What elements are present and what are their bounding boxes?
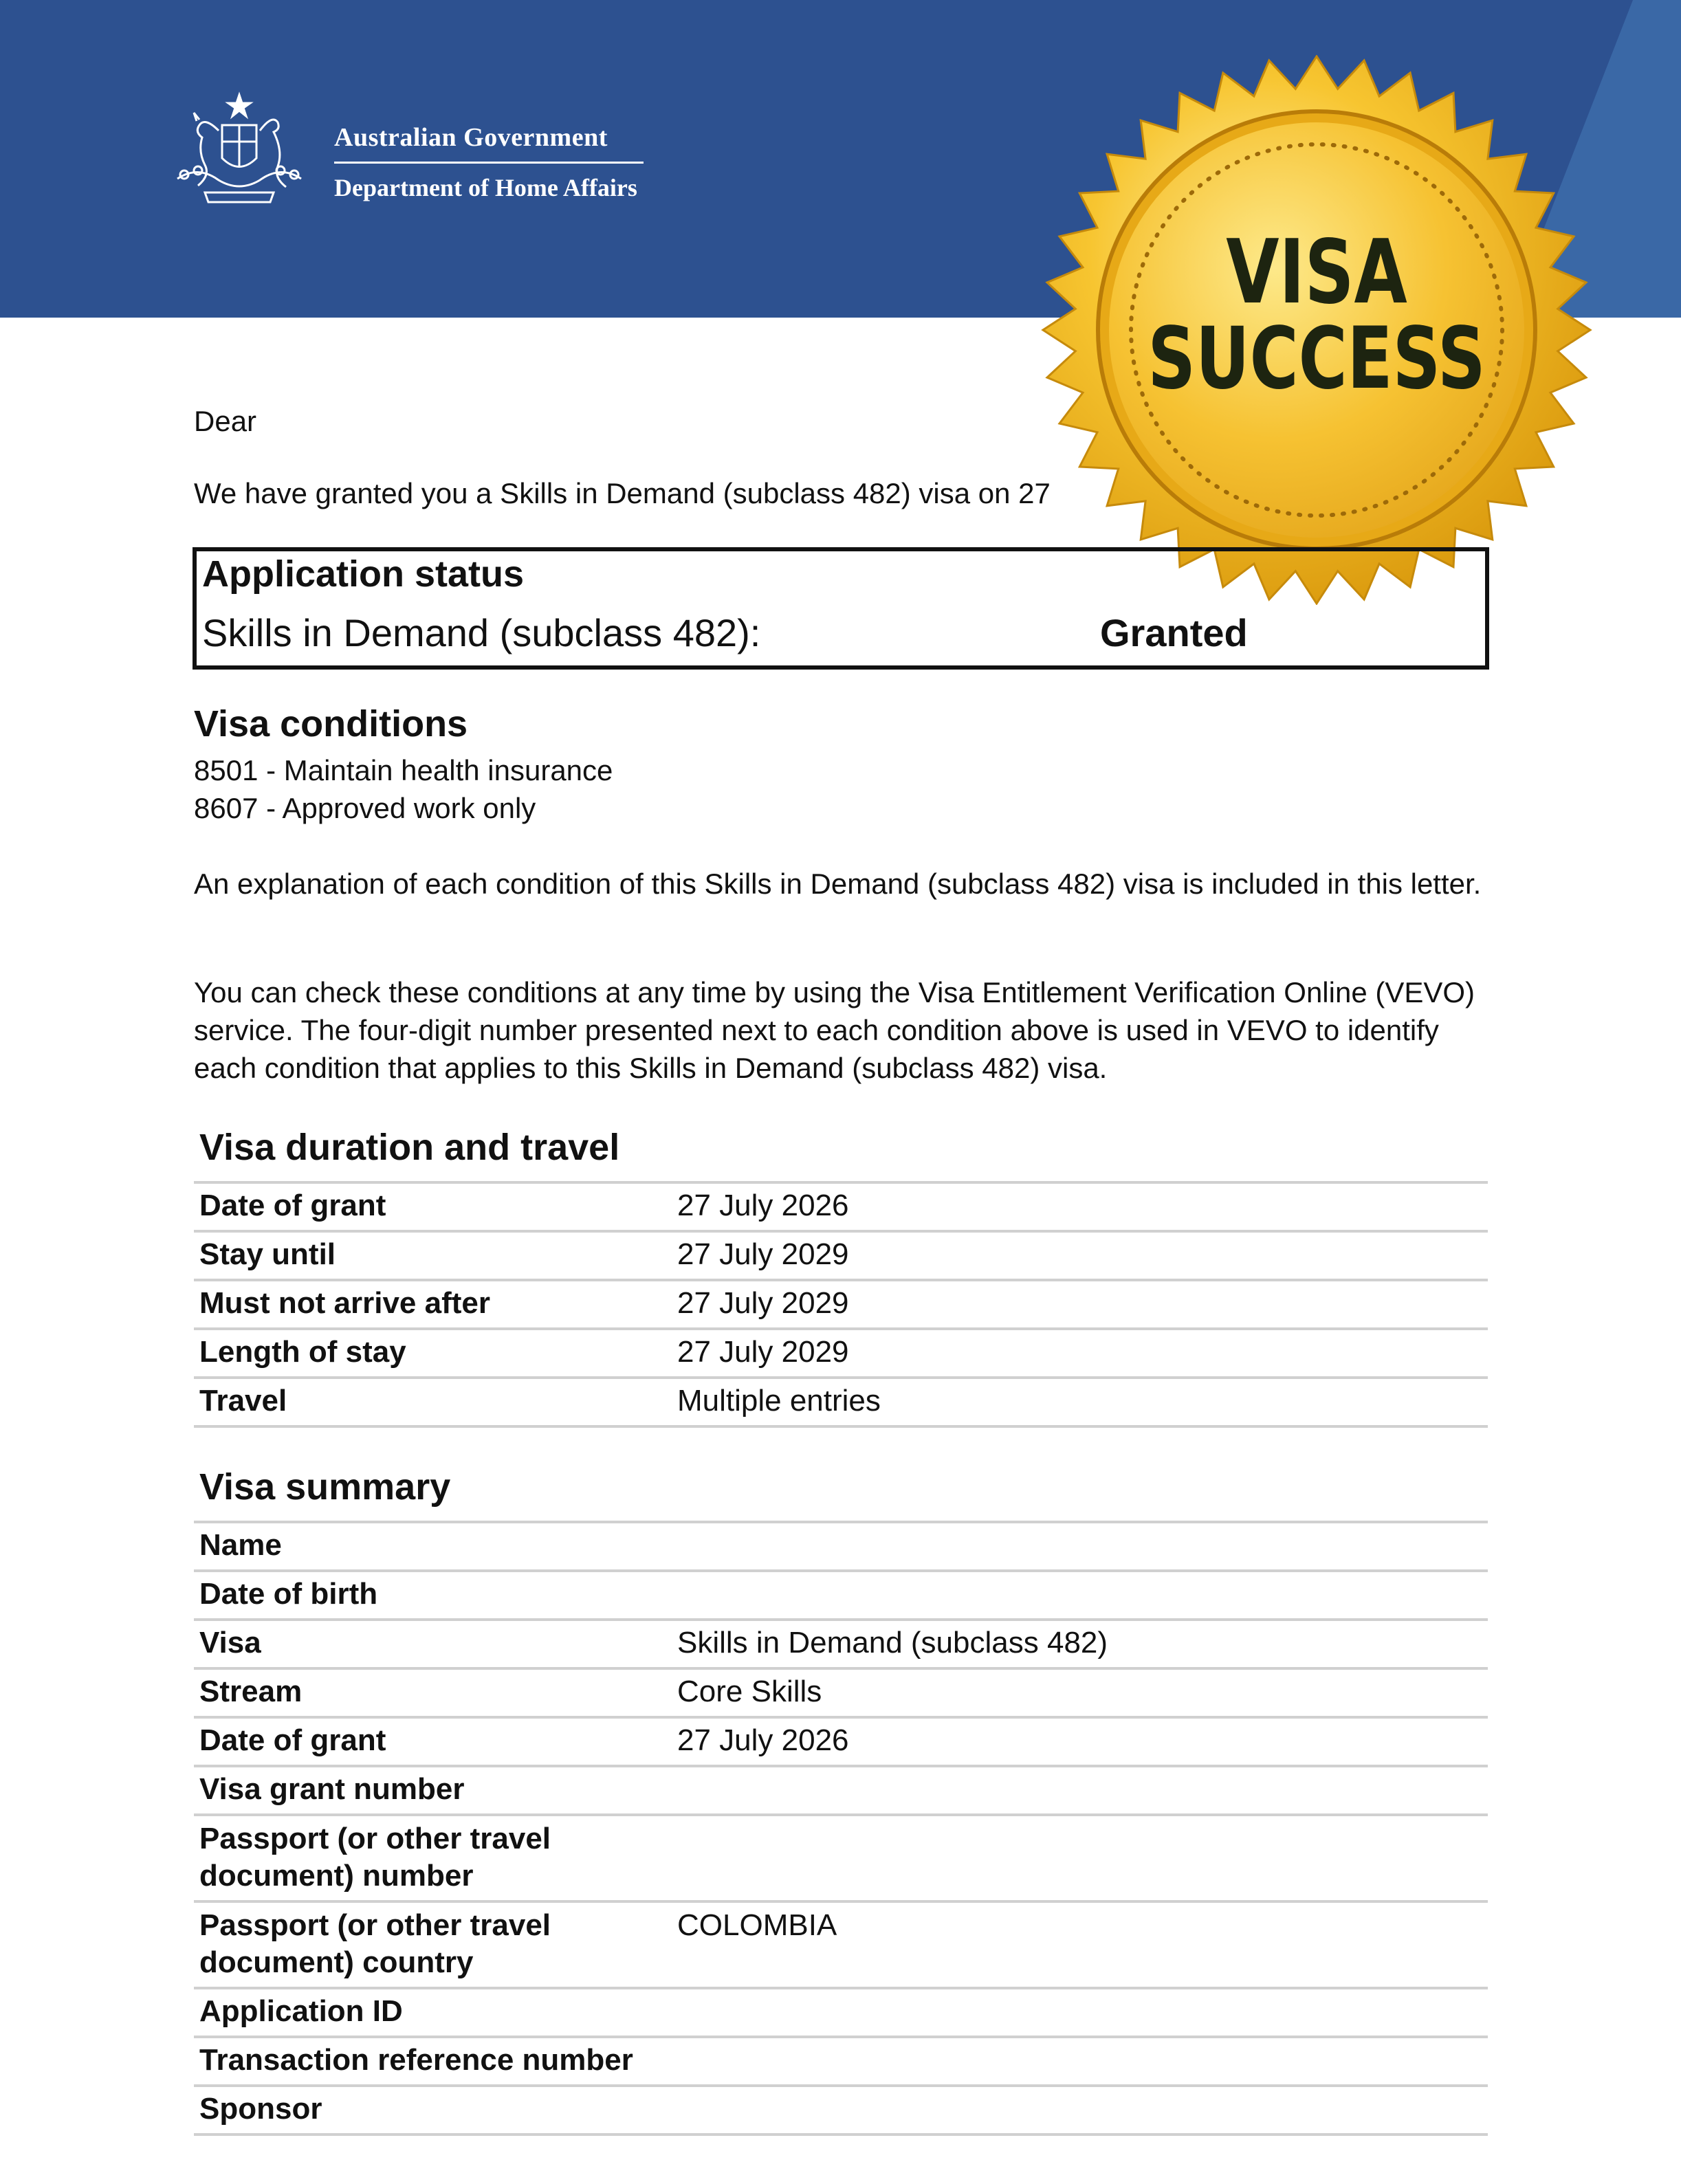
visa-duration-table <box>194 1181 1488 1428</box>
table-row <box>194 1719 1488 1767</box>
table-row <box>194 1670 1488 1719</box>
row-value: Multiple entries <box>677 1384 881 1418</box>
seal-line-success: SUCCESS <box>1147 309 1486 408</box>
grant-sentence: We have granted you a Skills in Demand (subclass 482) visa on 27 <box>194 477 1051 509</box>
table-row <box>194 1523 1488 1572</box>
table-row <box>194 2038 1488 2087</box>
row-label: Length of stay <box>199 1335 406 1369</box>
department-name: Department of Home Affairs <box>334 174 637 201</box>
row-label: Passport (or other travel document) number <box>199 1822 551 1893</box>
row-value: COLOMBIA <box>677 1908 837 1942</box>
seal-line-visa: VISA <box>1226 221 1407 324</box>
application-status-label: Skills in Demand (subclass 482): <box>202 611 761 654</box>
row-label: Visa grant number <box>199 1772 465 1806</box>
table-row <box>194 1379 1488 1428</box>
row-label: Date of grant <box>199 1723 386 1757</box>
row-label: Passport (or other travel document) country <box>199 1908 551 1979</box>
salutation: Dear <box>194 405 257 437</box>
row-label: Sponsor <box>199 2092 322 2126</box>
row-label: Visa <box>199 1626 261 1659</box>
table-row <box>194 2087 1488 2136</box>
row-label: Name <box>199 1528 282 1562</box>
condition-item: 8607 - Approved work only <box>194 792 536 824</box>
row-value: 27 July 2029 <box>677 1286 849 1320</box>
table-row <box>194 1621 1488 1670</box>
table-row <box>194 1989 1488 2038</box>
row-label: Date of grant <box>199 1189 386 1222</box>
condition-item: 8501 - Maintain health insurance <box>194 754 613 786</box>
row-value: 27 July 2029 <box>677 1237 849 1271</box>
header-divider <box>334 162 644 164</box>
visa-conditions-heading: Visa conditions <box>194 703 468 744</box>
row-label: Stream <box>199 1675 303 1708</box>
row-value: Core Skills <box>677 1675 822 1708</box>
application-status-value: Granted <box>1100 611 1248 654</box>
row-label: Stay until <box>199 1237 336 1271</box>
row-value: Skills in Demand (subclass 482) <box>677 1626 1108 1659</box>
vevo-paragraph: You can check these conditions at any time by using the Visa Entitlement Verification Online (VEVO) service. The four-digit number presented next to each condition above is used in VEVO to identify each condition that applies to this Skills in Demand (subclass 482) visa. <box>194 976 1475 1084</box>
row-label: Must not arrive after <box>199 1286 490 1320</box>
table-row <box>194 1816 1488 1903</box>
row-value: 27 July 2026 <box>677 1189 849 1222</box>
table-row <box>194 1233 1488 1281</box>
visa-duration-heading: Visa duration and travel <box>199 1127 620 1168</box>
table-row <box>194 1184 1488 1233</box>
application-status-title: Application status <box>202 553 525 595</box>
table-row <box>194 1767 1488 1816</box>
conditions-explanation: An explanation of each condition of this Skills in Demand (subclass 482) visa is included in this letter. <box>194 868 1482 900</box>
row-label: Application ID <box>199 1994 403 2028</box>
row-label: Transaction reference number <box>199 2043 633 2077</box>
coat-of-arms-icon <box>157 89 322 213</box>
row-label: Travel <box>199 1384 287 1418</box>
row-label: Date of birth <box>199 1577 378 1611</box>
table-row <box>194 1903 1488 1989</box>
table-row <box>194 1572 1488 1621</box>
org-name: Australian Government <box>334 123 608 152</box>
table-row <box>194 1330 1488 1379</box>
visa-summary-heading: Visa summary <box>199 1466 451 1508</box>
visa-summary-table <box>194 1521 1488 2136</box>
row-value: 27 July 2029 <box>677 1335 849 1369</box>
row-value: 27 July 2026 <box>677 1723 849 1757</box>
table-row <box>194 1281 1488 1330</box>
